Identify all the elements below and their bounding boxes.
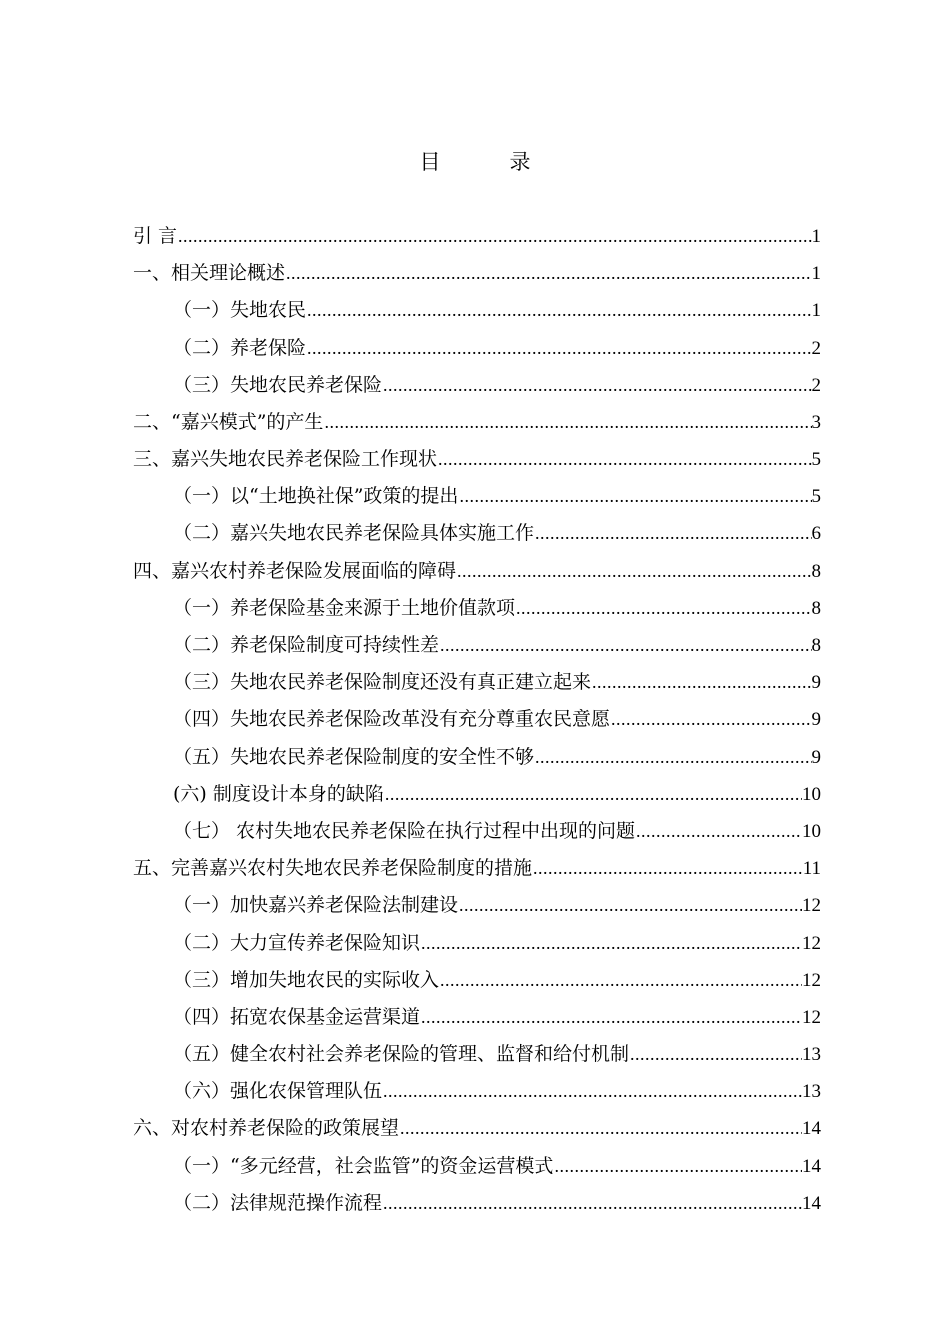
- toc-dot-leader: [420, 999, 802, 1036]
- toc-page-number: 14: [802, 1118, 821, 1140]
- toc-page-number: 6: [811, 523, 821, 545]
- toc-entry-text: （三）失地农民养老保险制度还没有真正建立起来: [173, 671, 592, 694]
- toc-page-number: 13: [802, 1081, 821, 1103]
- toc-dot-leader: [384, 776, 802, 813]
- toc-entry-text: （一）“多元经营，社会监管”的资金运营模式: [173, 1154, 554, 1177]
- toc-entry[interactable]: [133, 962, 821, 999]
- toc-entry[interactable]: [133, 701, 821, 738]
- toc-entry[interactable]: [133, 292, 821, 329]
- toc-entry[interactable]: [133, 441, 821, 478]
- toc-page-number: 9: [811, 746, 821, 768]
- toc-entry[interactable]: [133, 478, 821, 515]
- toc-page-number: 10: [802, 820, 821, 842]
- toc-entry-text: （一）养老保险基金来源于土地价值款项: [173, 596, 516, 619]
- toc-entry[interactable]: [133, 776, 821, 813]
- toc-entry-text: 一、相关理论概述: [133, 262, 286, 285]
- toc-page-number: 11: [802, 858, 821, 880]
- toc-entry-text: （七） 农村失地农民养老保险在执行过程中出现的问题: [173, 819, 636, 842]
- toc-entry[interactable]: [133, 330, 821, 367]
- toc-entry[interactable]: [133, 516, 821, 553]
- toc-entry-text: （三）失地农民养老保险: [173, 373, 383, 396]
- toc-entry-text: 四、嘉兴农村养老保险发展面临的障碍: [133, 559, 457, 582]
- toc-dot-leader: [177, 218, 811, 255]
- toc-dot-leader: [439, 962, 802, 999]
- toc-dot-leader: [306, 292, 811, 329]
- toc-page-number: 1: [811, 300, 821, 322]
- toc-entry-text: 六、对农村养老保险的政策展望: [133, 1117, 400, 1140]
- toc-entry[interactable]: [133, 1148, 821, 1185]
- toc-entry-text: （二）嘉兴失地农民养老保险具体实施工作: [173, 522, 535, 545]
- toc-entry[interactable]: [133, 590, 821, 627]
- toc-entry[interactable]: [133, 553, 821, 590]
- toc-dot-leader: [610, 701, 811, 738]
- toc-entry[interactable]: [133, 1111, 821, 1148]
- toc-page-number: 12: [802, 895, 821, 917]
- toc-page-number: 8: [811, 597, 821, 619]
- toc-entry[interactable]: [133, 850, 821, 887]
- toc-entry[interactable]: [133, 813, 821, 850]
- toc-page-number: 2: [811, 374, 821, 396]
- toc-entry-text: （二）大力宣传养老保险知识: [173, 931, 421, 954]
- toc-dot-leader: [629, 1036, 802, 1073]
- toc-dot-leader: [534, 515, 811, 552]
- toc-entry[interactable]: [133, 218, 821, 255]
- toc-page-number: 8: [811, 560, 821, 582]
- toc-dot-leader: [382, 1073, 802, 1110]
- toc-page-number: 1: [811, 263, 821, 285]
- toc-entry[interactable]: [133, 739, 821, 776]
- toc-entry-text: (六) 制度设计本身的缺陷: [173, 782, 384, 805]
- toc-page-number: 14: [802, 1155, 821, 1177]
- toc-entry-text: （五）失地农民养老保险制度的安全性不够: [173, 745, 535, 768]
- toc-dot-leader: [456, 553, 811, 590]
- toc-entry[interactable]: [133, 999, 821, 1036]
- toc-page-number: 9: [811, 672, 821, 694]
- toc-dot-leader: [532, 850, 803, 887]
- toc-entry[interactable]: [133, 664, 821, 701]
- toc-entry[interactable]: [133, 404, 821, 441]
- toc-entry[interactable]: [133, 1036, 821, 1073]
- toc-dot-leader: [399, 1110, 802, 1147]
- toc-entry-text: （二）养老保险: [173, 336, 307, 359]
- toc-entry-text: （五）健全农村社会养老保险的管理、监督和给付机制: [173, 1043, 630, 1066]
- toc-page-number: 10: [802, 783, 821, 805]
- toc-entry-text: （四）拓宽农保基金运营渠道: [173, 1005, 421, 1028]
- toc-page-number: 9: [811, 709, 821, 731]
- toc-page-number: 12: [802, 1006, 821, 1028]
- toc-page-number: 3: [811, 411, 821, 433]
- toc-entry-text: （二）养老保险制度可持续性差: [173, 634, 440, 657]
- toc-entry-text: 二、“嘉兴模式”的产生: [133, 410, 324, 433]
- toc-dot-leader: [382, 367, 811, 404]
- toc-entry[interactable]: [133, 887, 821, 924]
- toc-dot-leader: [323, 404, 811, 441]
- toc-dot-leader: [515, 590, 811, 627]
- toc-page-number: 14: [802, 1192, 821, 1214]
- toc-dot-leader: [437, 441, 811, 478]
- toc-entry[interactable]: [133, 255, 821, 292]
- toc-dot-leader: [382, 1185, 802, 1222]
- toc-entry-text: 三、嘉兴失地农民养老保险工作现状: [133, 448, 438, 471]
- toc-entry[interactable]: [133, 367, 821, 404]
- toc-dot-leader: [306, 330, 811, 367]
- toc-page-number: 12: [802, 932, 821, 954]
- toc-dot-leader: [534, 739, 811, 776]
- toc-entry-text: （一）失地农民: [173, 299, 307, 322]
- toc-entry-text: （三）增加失地农民的实际收入: [173, 968, 440, 991]
- toc-dot-leader: [285, 255, 811, 292]
- toc-dot-leader: [439, 627, 811, 664]
- toc-entry[interactable]: [133, 925, 821, 962]
- toc-dot-leader: [458, 887, 802, 924]
- toc-dot-leader: [420, 925, 802, 962]
- toc-page-number: 5: [811, 449, 821, 471]
- toc-page-number: 8: [811, 635, 821, 657]
- toc-dot-leader: [458, 478, 811, 515]
- toc-page-number: 13: [802, 1044, 821, 1066]
- toc-entry[interactable]: [133, 1073, 821, 1110]
- toc-dot-leader: [635, 813, 802, 850]
- toc-page-number: 2: [811, 337, 821, 359]
- toc-entry[interactable]: [133, 1185, 821, 1222]
- toc-entry[interactable]: [133, 627, 821, 664]
- toc-entry-text: （二）法律规范操作流程: [173, 1191, 383, 1214]
- toc-dot-leader: [591, 664, 811, 701]
- toc-entry-text: 五、完善嘉兴农村失地农民养老保险制度的措施: [133, 857, 533, 880]
- table-of-contents: [133, 218, 821, 1222]
- toc-dot-leader: [553, 1148, 802, 1185]
- toc-title: 目 录: [419, 150, 555, 174]
- toc-entry-text: （六）强化农保管理队伍: [173, 1080, 383, 1103]
- toc-page-number: 1: [811, 225, 821, 247]
- toc-entry-text: （一）以“土地换社保”政策的提出: [173, 485, 459, 508]
- toc-entry-text: （一）加快嘉兴养老保险法制建设: [173, 894, 459, 917]
- toc-entry-text: 引 言: [133, 224, 178, 247]
- toc-page-number: 5: [811, 486, 821, 508]
- toc-entry-text: （四）失地农民养老保险改革没有充分尊重农民意愿: [173, 708, 611, 731]
- toc-page-number: 12: [802, 969, 821, 991]
